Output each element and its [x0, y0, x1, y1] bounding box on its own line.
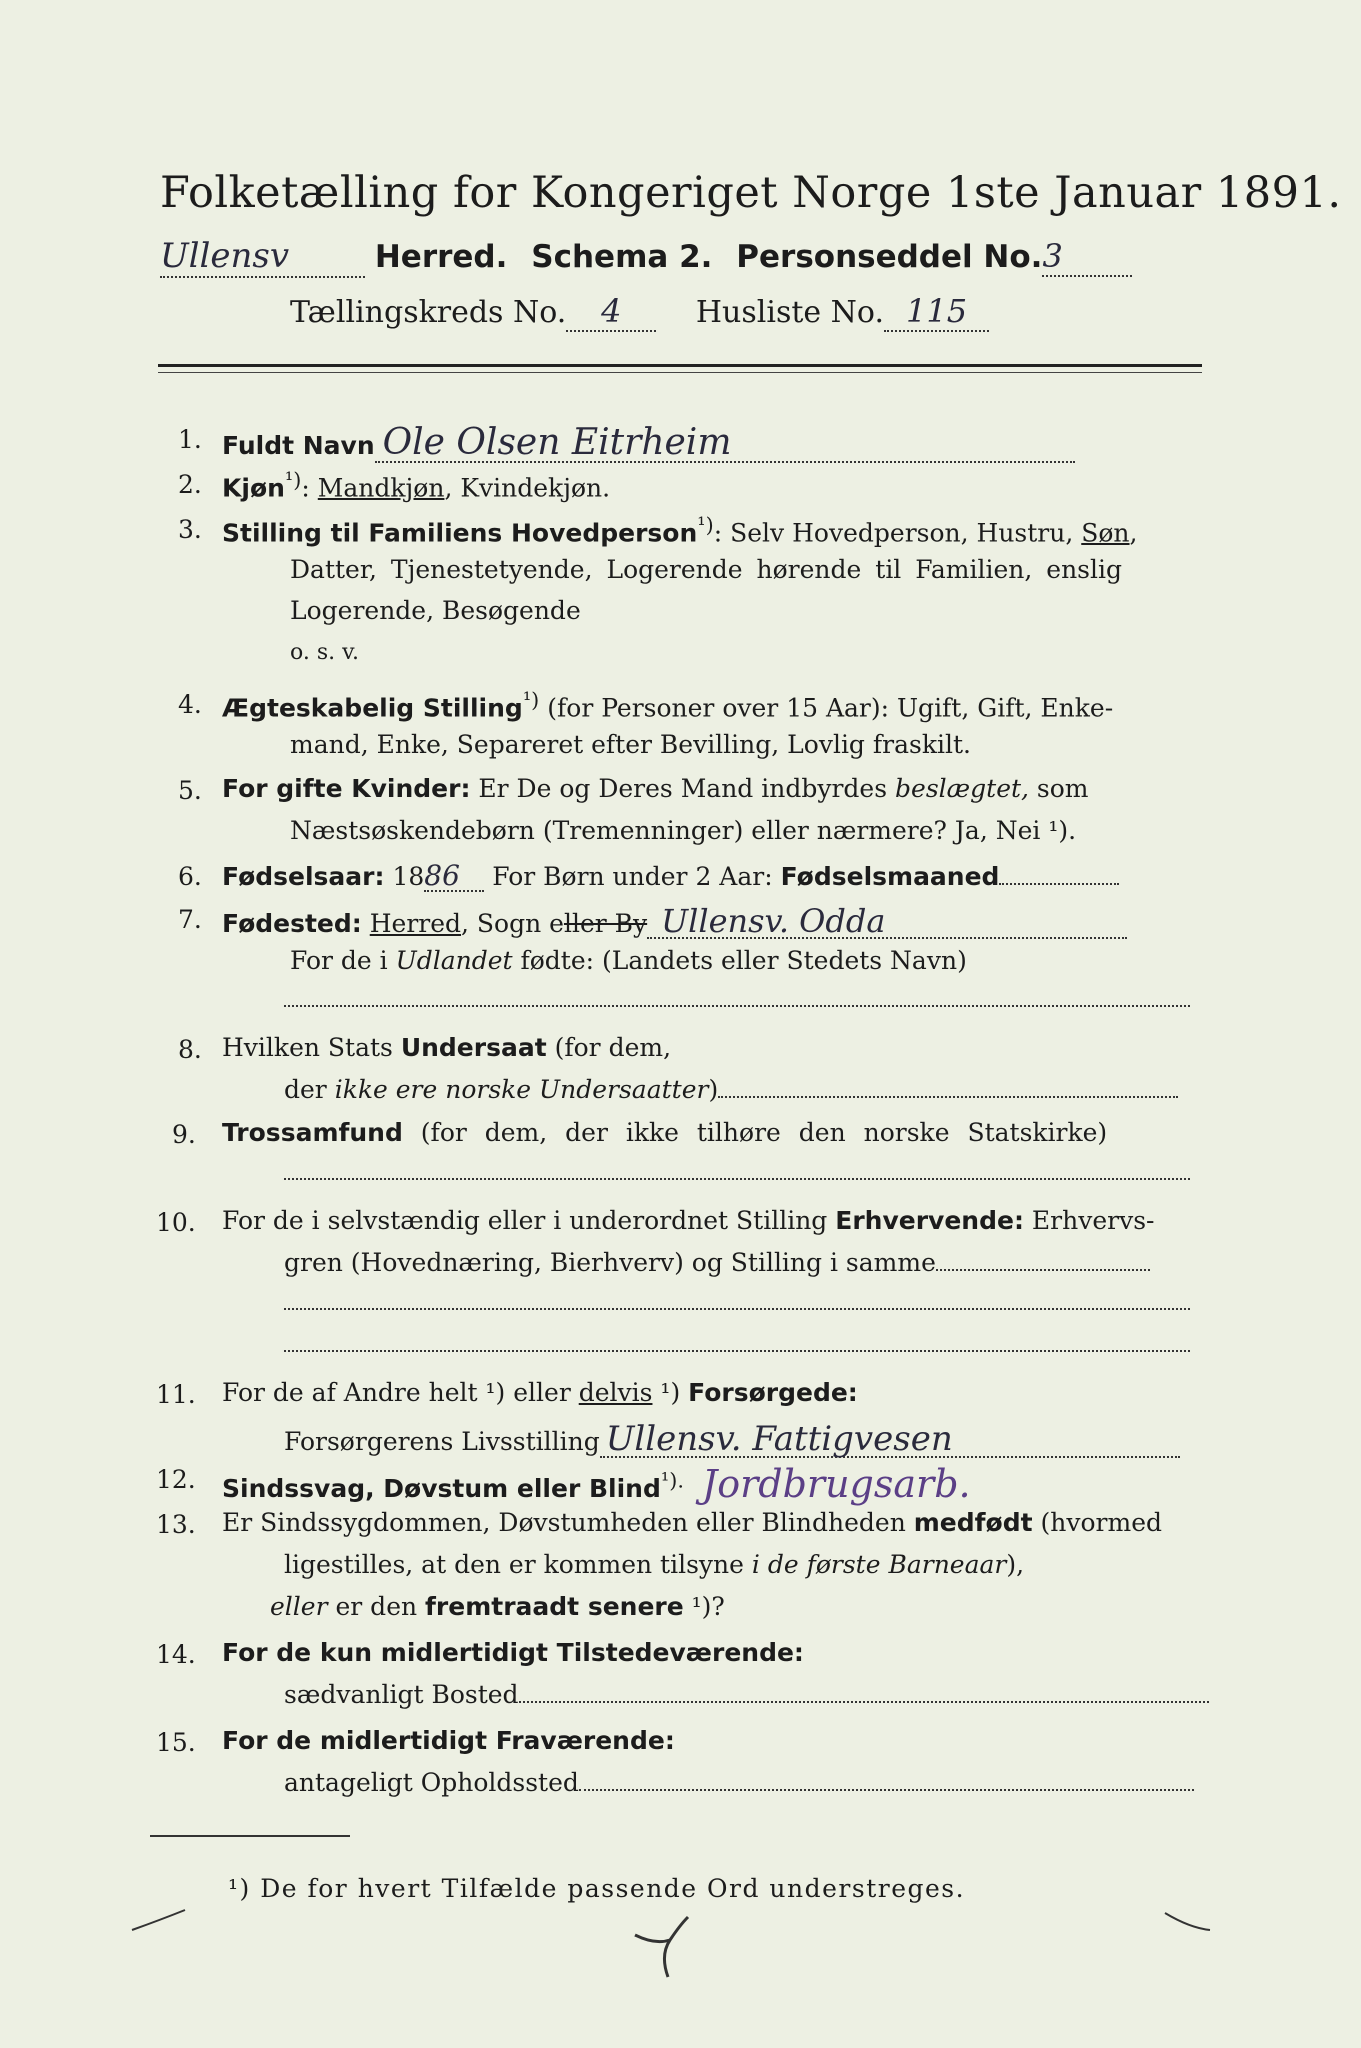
footnote-text: ¹) De for hvert Tilfælde passende Ord understreges. [228, 1874, 966, 1903]
kreds-field[interactable] [566, 292, 656, 332]
item-forsorgede [222, 1380, 858, 1405]
text: ¹)? [683, 1592, 725, 1621]
fodested-field[interactable] [647, 902, 1127, 940]
undersaat-label: Undersaat [400, 1033, 547, 1062]
opholdssted-field[interactable] [579, 1789, 1194, 1791]
item-number: 8. [178, 1035, 202, 1064]
text: som [1028, 774, 1089, 803]
item-stilling [222, 513, 1138, 548]
text: (for dem, der ikke tilhøre den norske Statskirke) [402, 1118, 1108, 1147]
item-number: 12. [156, 1465, 196, 1494]
erhverv-extra-field[interactable] [284, 1350, 1190, 1352]
footnote-rule [150, 1835, 350, 1837]
fodselsaar-value: 86 [424, 859, 460, 892]
text: Forsørgerens Livsstilling [284, 1427, 600, 1456]
personseddel-value: 3 [1042, 237, 1063, 275]
herred-field[interactable] [160, 236, 365, 278]
herred-label: Herred. [374, 239, 508, 275]
item-sindssvag [222, 1462, 971, 1506]
text: Er Sindssygdommen, Døvstumheden eller Blindheden [222, 1508, 914, 1537]
kjon-label: Kjøn [222, 473, 285, 503]
item-number: 2. [178, 470, 202, 499]
forsorgede-selected[interactable]: delvis [578, 1378, 653, 1407]
fravaerende-label: midlertidigt Fraværende: [319, 1726, 675, 1755]
form-title: Folketælling for Kongeriget Norge 1ste Januar 1891. [160, 168, 1342, 218]
sindssvag-value: Jordbrugsarb. [701, 1462, 971, 1506]
item-kjon [222, 468, 611, 503]
footnote-mark: ¹). [660, 1468, 684, 1493]
footnote-mark: ¹) [697, 513, 714, 537]
fuldt-navn-label: Fuldt Navn [222, 431, 375, 460]
text: ), [1006, 1550, 1025, 1579]
item-number: 10. [156, 1208, 196, 1237]
stilling-label: Stilling til Familiens Hovedperson [222, 518, 698, 548]
gifte-kvinder-line2: Næstsøskendebørn (Tremenninger) eller nærmere? Ja, Nei ¹). [290, 816, 1077, 845]
fodested-line2 [290, 948, 967, 973]
item-erhverv [222, 1208, 1154, 1233]
text: Er De og Deres Mand indbyrdes [470, 774, 896, 803]
fravaerende-line2 [284, 1770, 1194, 1795]
text: ligestilles, at den er kommen tilsyne [284, 1550, 752, 1579]
fodselsmaaned-label: Fødselsmaaned [780, 862, 1000, 891]
text: Udlandet [395, 946, 513, 975]
text: sædvanligt Bosted [284, 1680, 519, 1709]
stilling-selected[interactable]: Søn [1081, 518, 1130, 548]
item-fodested [222, 902, 1127, 940]
item-number: 7. [178, 905, 202, 934]
text: : Selv Hovedperson, Hustru, [713, 518, 1082, 548]
item-fravaerende [222, 1728, 675, 1753]
fodselsaar-field[interactable] [424, 859, 484, 892]
fodested-value: Ullensv. Odda [661, 902, 886, 940]
fuldt-navn-field[interactable] [375, 422, 1075, 463]
fuldt-navn-value: Ole Olsen Eitrheim [382, 422, 732, 463]
fodested-label: Fødested: [222, 909, 362, 938]
tilstede-line2 [284, 1682, 1209, 1707]
fodselsaar-label: Fødselsaar: [222, 862, 385, 891]
kreds-line [290, 292, 989, 332]
text: eller [270, 1592, 328, 1621]
husliste-label: Husliste No. [695, 295, 885, 330]
personseddel-field[interactable] [1042, 237, 1132, 277]
medfodt-label: medfødt [913, 1508, 1033, 1537]
text: , Kvindekjøn. [444, 473, 611, 503]
header-rule [158, 364, 1202, 367]
text: Erhvervs- [1023, 1206, 1155, 1235]
ink-mark [130, 1905, 190, 1935]
bosted-field[interactable] [519, 1701, 1209, 1703]
erhverv-field[interactable] [936, 1269, 1150, 1271]
forsorgede-label: Forsørgede: [688, 1378, 858, 1407]
stilling-line2: Datter, Tjenestetyende, Logerende hørende til Familien, enslig [290, 555, 1123, 584]
item-number: 5. [178, 776, 202, 805]
undersaat-field[interactable] [718, 1096, 1178, 1098]
undersaat-line2 [284, 1077, 1178, 1102]
item-aegteskab [222, 688, 1114, 723]
item-number: 14. [156, 1640, 196, 1669]
erhverv-label: Erhvervende: [835, 1206, 1024, 1235]
footnote-mark: ¹) [284, 468, 302, 492]
aegteskab-line2: mand, Enke, Separeret efter Bevilling, Lovlig fraskilt. [290, 730, 971, 759]
sindssvag-label: Sindssvag, Døvstum eller Blind [222, 1474, 661, 1503]
kreds-label: Tællingskreds No. [290, 295, 567, 330]
text: 18 [384, 862, 425, 891]
text: For de i selvstændig eller i underordnet Stilling [222, 1206, 836, 1235]
text: For Børn under 2 Aar: [484, 862, 781, 891]
item-number: 11. [156, 1380, 196, 1409]
header-rule-thin [158, 372, 1202, 373]
text: er den [327, 1592, 426, 1621]
ink-mark [630, 1915, 710, 1985]
text: ) [708, 1075, 719, 1104]
text: : [301, 473, 318, 503]
text: For de af Andre helt ¹) eller [222, 1378, 579, 1407]
text: , Sogn e [461, 909, 564, 938]
text: der [284, 1075, 335, 1104]
item-fuldt-navn [222, 422, 1075, 463]
item-number: 13. [156, 1510, 196, 1539]
text: (for dem, [546, 1033, 672, 1062]
item-fodselsaar [222, 859, 1119, 892]
text: (for Personer over 15 Aar): Ugift, Gift, Enke- [539, 693, 1114, 723]
item-number: 15. [156, 1728, 196, 1757]
item-tilstede [222, 1640, 804, 1665]
fodested-selected[interactable]: Herred [369, 909, 462, 938]
fodested-extra-field[interactable] [284, 1005, 1190, 1007]
text: antageligt Opholdssted [284, 1768, 579, 1797]
trossamfund-field[interactable] [284, 1178, 1190, 1180]
text: i de første Barneaar [751, 1550, 1007, 1579]
herred-value: Ullensv [160, 236, 290, 276]
personseddel-label: Personseddel No. [736, 239, 1043, 275]
footnote-mark: ¹) [522, 688, 540, 712]
stilling-line3: Logerende, Besøgende [290, 596, 581, 625]
husliste-value: 115 [905, 292, 968, 330]
erhverv-extra-field[interactable] [284, 1308, 1190, 1310]
item-trossamfund [222, 1120, 1107, 1145]
stilling-line4: o. s. v. [290, 640, 359, 665]
ink-mark [1160, 1908, 1220, 1938]
fremtraadt-label: fremtraadt senere [425, 1592, 684, 1621]
kreds-value: 4 [601, 292, 622, 330]
item-number: 6. [178, 862, 202, 891]
text: beslægtet, [895, 774, 1029, 803]
aegteskab-label: Ægteskabelig Stilling [222, 693, 523, 723]
item-undersaat [222, 1035, 671, 1060]
forsorgede-line2 [284, 1419, 1180, 1459]
gifte-kvinder-label: gifte Kvinder: [276, 774, 471, 803]
text: fødte: (Landets eller Stedets Navn) [512, 946, 967, 975]
erhverv-line2 [284, 1250, 1150, 1275]
item-gifte-kvinder [222, 776, 1089, 801]
text: ¹) [652, 1378, 689, 1407]
text: ller By [563, 909, 648, 938]
medfodt-line3 [270, 1594, 725, 1619]
forsorger-value: Ullensv. Fattigvesen [605, 1419, 953, 1459]
tilstede-label: midlertidigt Tilstedeværende: [380, 1638, 804, 1667]
text: For de kun [222, 1638, 381, 1667]
text: , [1129, 518, 1138, 548]
text: gren (Hovednæring, Bierhverv) og Stilling i samme [284, 1248, 936, 1277]
forsorger-field[interactable] [600, 1419, 1180, 1459]
text: (hvormed [1032, 1508, 1162, 1537]
text: For de [222, 1726, 320, 1755]
item-number: 1. [178, 425, 202, 454]
medfodt-line2 [284, 1552, 1024, 1577]
text: Hvilken Stats [222, 1033, 401, 1062]
item-number: 3. [178, 515, 202, 544]
kjon-selected[interactable]: Mandkjøn [317, 473, 445, 503]
text: For [222, 774, 277, 803]
text: ikke ere norske Undersaatter [334, 1075, 709, 1104]
item-number: 9. [172, 1120, 196, 1149]
text: For de i [290, 946, 396, 975]
husliste-field[interactable] [884, 292, 989, 332]
item-number: 4. [178, 690, 202, 719]
schema-label: Schema 2. [531, 239, 713, 275]
trossamfund-label: Trossamfund [222, 1118, 403, 1147]
fodselsmaaned-field[interactable] [999, 883, 1119, 885]
herred-line [160, 236, 1132, 278]
item-medfodt [222, 1510, 1162, 1535]
